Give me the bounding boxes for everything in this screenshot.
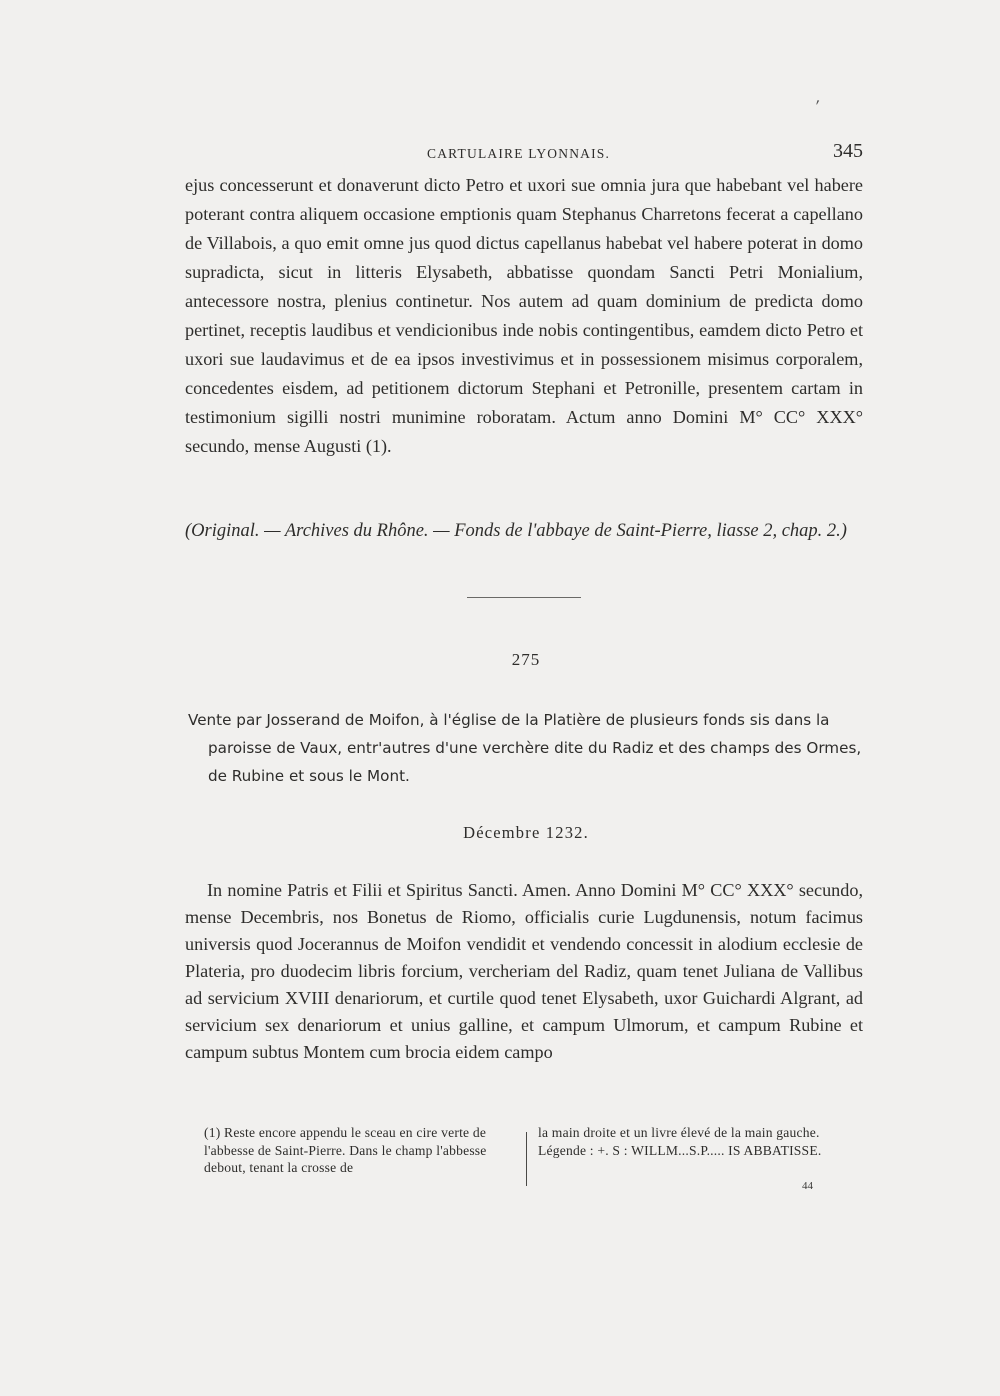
running-title: CARTULAIRE LYONNAIS.	[427, 146, 611, 161]
charter-date: Décembre 1232.	[463, 823, 589, 842]
footnote-column-rule	[526, 1132, 527, 1186]
source-note: (Original. — Archives du Rhône. — Fonds de l'abbaye de Saint-Pierre, liasse 2, chap. 2.)	[185, 521, 847, 541]
page-number: 345	[833, 140, 863, 162]
footnote-left: (1) Reste encore appendu le sceau en cire verte de l'abbesse de Saint-Pierre. Dans le champ l'abbesse debout, tenant la crosse de	[204, 1125, 487, 1175]
continued-paragraph: ejus concesserunt et donaverunt dicto Petro et uxori sue omnia jura que habebant vel habere poterant contra aliquem occasione emptionis quam Stephanus Charretons fecerat a capellano de Villabois, a quo emit omne jus quod dictus capellanus habebat vel habere poterat in domo supradicta, sicut in litteris Elysabeth, abbatisse quondam Sancti Petri Monialium, antecessore nostra, plenius continetur. Nos autem ad quam dominium de predicta domo pertinet, receptis laudibus et vendicionibus inde nobis contingentibus, eamdem dicto Petro et uxori sue laudavimus et de ea ipsos investivimus et in possessionem misimus corporalem, concedentes eisdem, ad petitionem dictorum Stephani et Petronille, presentem cartam in testimonium sigilli nostri munimine roboratam. Actum anno Domini M° CC° XXX° secundo, mense Augusti (1).	[185, 175, 863, 456]
section-divider	[467, 597, 581, 598]
corner-mark: ′	[813, 95, 821, 117]
footnote-right: la main droite et un livre élevé de la main gauche. Légende : +. S : WILLM...S.P..... IS ABBATISSE.	[538, 1125, 822, 1158]
charter-text: In nomine Patris et Filii et Spiritus Sancti. Amen. Anno Domini M° CC° XXX° secundo, mense Decembris, nos Bonetus de Riomo, officialis curie Lugdunensis, notum facimus universis quod Jocerannus de Moifon vendidit et vendendo concessit in alodium ecclesie de Plateria, pro duodecim libris forcium, vercheriam del Radiz, quam tenet Juliana de Vallibus ad servicium XVIII denariorum, et curtile quod tenet Elysabeth, uxor Guichardi Algrant, ad servicium sex denariorum et unius galline, et campum Ulmorum, et campum Rubine et campum subtus Montem cum brocia eidem campo	[185, 880, 863, 1062]
charter-summary: Vente par Josserand de Moifon, à l'église de la Platière de plusieurs fonds sis dans la paroisse de Vaux, entr'autres d'une verchère dite du Radiz et des champs des Ormes, de Rubine et sous le Mont.	[188, 711, 862, 785]
running-head	[185, 140, 863, 170]
footnotes	[190, 1124, 866, 1188]
signature-mark: 44	[802, 1180, 813, 1192]
charter-number: 275	[511, 650, 541, 669]
